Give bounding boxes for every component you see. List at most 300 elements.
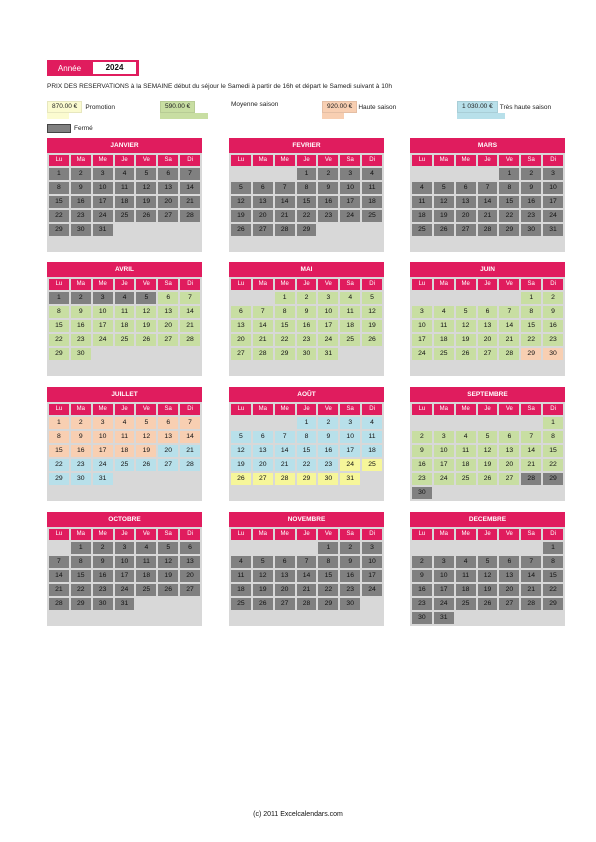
day-cell[interactable]: 9 <box>521 182 541 194</box>
day-cell[interactable]: 14 <box>297 570 317 582</box>
day-cell[interactable]: 1 <box>49 168 69 180</box>
day-cell[interactable]: 25 <box>362 459 382 471</box>
day-cell[interactable]: 8 <box>49 306 69 318</box>
day-cell[interactable]: 4 <box>456 431 476 443</box>
day-cell[interactable]: 9 <box>71 431 91 443</box>
day-cell[interactable]: 10 <box>340 431 360 443</box>
day-cell[interactable]: 24 <box>93 334 113 346</box>
day-cell[interactable]: 25 <box>412 224 432 236</box>
day-cell[interactable]: 15 <box>297 196 317 208</box>
day-cell[interactable]: 16 <box>71 320 91 332</box>
day-cell[interactable]: 5 <box>136 292 156 304</box>
day-cell[interactable]: 30 <box>521 224 541 236</box>
day-cell[interactable]: 25 <box>115 459 135 471</box>
day-cell[interactable]: 3 <box>434 556 454 568</box>
day-cell[interactable]: 28 <box>180 334 200 346</box>
day-cell[interactable]: 22 <box>499 210 519 222</box>
day-cell[interactable]: 2 <box>412 431 432 443</box>
day-cell[interactable]: 11 <box>362 431 382 443</box>
day-cell[interactable]: 7 <box>253 306 273 318</box>
day-cell[interactable]: 15 <box>49 320 69 332</box>
day-cell[interactable]: 6 <box>253 431 273 443</box>
day-cell[interactable]: 23 <box>543 334 563 346</box>
day-cell[interactable]: 20 <box>499 459 519 471</box>
day-cell[interactable]: 4 <box>115 417 135 429</box>
day-cell[interactable]: 17 <box>93 445 113 457</box>
day-cell[interactable]: 24 <box>434 473 454 485</box>
day-cell[interactable]: 9 <box>93 556 113 568</box>
day-cell[interactable]: 28 <box>297 598 317 610</box>
day-cell[interactable]: 10 <box>93 306 113 318</box>
day-cell[interactable]: 30 <box>297 348 317 360</box>
day-cell[interactable]: 22 <box>49 210 69 222</box>
day-cell[interactable]: 19 <box>136 445 156 457</box>
day-cell[interactable]: 17 <box>115 570 135 582</box>
day-cell[interactable]: 29 <box>499 224 519 236</box>
day-cell[interactable]: 14 <box>521 570 541 582</box>
day-cell[interactable]: 9 <box>318 182 338 194</box>
day-cell[interactable]: 12 <box>231 196 251 208</box>
day-cell[interactable]: 14 <box>499 320 519 332</box>
day-cell[interactable]: 20 <box>158 320 178 332</box>
day-cell[interactable]: 10 <box>362 556 382 568</box>
day-cell[interactable]: 12 <box>136 306 156 318</box>
day-cell[interactable]: 2 <box>297 292 317 304</box>
day-cell[interactable]: 8 <box>318 556 338 568</box>
day-cell[interactable]: 9 <box>318 431 338 443</box>
day-cell[interactable]: 3 <box>543 168 563 180</box>
day-cell[interactable]: 23 <box>521 210 541 222</box>
day-cell[interactable]: 15 <box>318 570 338 582</box>
day-cell[interactable]: 26 <box>253 598 273 610</box>
day-cell[interactable]: 3 <box>434 431 454 443</box>
day-cell[interactable]: 24 <box>543 210 563 222</box>
day-cell[interactable]: 29 <box>49 473 69 485</box>
day-cell[interactable]: 13 <box>158 306 178 318</box>
day-cell[interactable]: 30 <box>71 473 91 485</box>
day-cell[interactable]: 18 <box>231 584 251 596</box>
day-cell[interactable]: 15 <box>275 320 295 332</box>
day-cell[interactable]: 10 <box>93 431 113 443</box>
day-cell[interactable]: 18 <box>362 445 382 457</box>
day-cell[interactable]: 9 <box>543 306 563 318</box>
day-cell[interactable]: 10 <box>115 556 135 568</box>
day-cell[interactable]: 17 <box>412 334 432 346</box>
day-cell[interactable]: 29 <box>49 224 69 236</box>
day-cell[interactable]: 23 <box>318 459 338 471</box>
day-cell[interactable]: 4 <box>231 556 251 568</box>
day-cell[interactable]: 29 <box>297 473 317 485</box>
day-cell[interactable]: 2 <box>318 168 338 180</box>
day-cell[interactable]: 26 <box>478 473 498 485</box>
day-cell[interactable]: 16 <box>318 196 338 208</box>
day-cell[interactable]: 18 <box>456 584 476 596</box>
day-cell[interactable]: 6 <box>456 182 476 194</box>
day-cell[interactable]: 2 <box>93 542 113 554</box>
day-cell[interactable]: 13 <box>478 320 498 332</box>
day-cell[interactable]: 14 <box>180 431 200 443</box>
day-cell[interactable]: 26 <box>231 224 251 236</box>
day-cell[interactable]: 17 <box>93 196 113 208</box>
day-cell[interactable]: 18 <box>115 445 135 457</box>
day-cell[interactable]: 22 <box>49 334 69 346</box>
day-cell[interactable]: 2 <box>318 417 338 429</box>
day-cell[interactable]: 13 <box>275 570 295 582</box>
day-cell[interactable]: 16 <box>71 196 91 208</box>
day-cell[interactable]: 26 <box>136 210 156 222</box>
day-cell[interactable]: 23 <box>71 210 91 222</box>
day-cell[interactable]: 28 <box>253 348 273 360</box>
day-cell[interactable]: 17 <box>434 584 454 596</box>
day-cell[interactable]: 1 <box>521 292 541 304</box>
day-cell[interactable]: 28 <box>521 473 541 485</box>
day-cell[interactable]: 7 <box>478 182 498 194</box>
day-cell[interactable]: 7 <box>275 431 295 443</box>
day-cell[interactable]: 28 <box>180 459 200 471</box>
day-cell[interactable]: 20 <box>180 570 200 582</box>
day-cell[interactable]: 23 <box>297 334 317 346</box>
day-cell[interactable]: 23 <box>340 584 360 596</box>
day-cell[interactable]: 8 <box>297 182 317 194</box>
day-cell[interactable]: 1 <box>543 542 563 554</box>
day-cell[interactable]: 28 <box>275 224 295 236</box>
day-cell[interactable]: 23 <box>412 473 432 485</box>
day-cell[interactable]: 5 <box>231 431 251 443</box>
day-cell[interactable]: 12 <box>478 570 498 582</box>
day-cell[interactable]: 5 <box>253 556 273 568</box>
day-cell[interactable]: 27 <box>275 598 295 610</box>
day-cell[interactable]: 4 <box>136 542 156 554</box>
day-cell[interactable]: 7 <box>521 556 541 568</box>
day-cell[interactable]: 1 <box>49 292 69 304</box>
day-cell[interactable]: 30 <box>318 473 338 485</box>
day-cell[interactable]: 12 <box>253 570 273 582</box>
day-cell[interactable]: 13 <box>180 556 200 568</box>
day-cell[interactable]: 30 <box>543 348 563 360</box>
day-cell[interactable]: 12 <box>478 445 498 457</box>
day-cell[interactable]: 27 <box>231 348 251 360</box>
day-cell[interactable]: 7 <box>180 168 200 180</box>
day-cell[interactable]: 6 <box>180 542 200 554</box>
day-cell[interactable]: 26 <box>136 459 156 471</box>
day-cell[interactable]: 1 <box>297 168 317 180</box>
day-cell[interactable]: 1 <box>49 417 69 429</box>
day-cell[interactable]: 11 <box>231 570 251 582</box>
day-cell[interactable]: 3 <box>93 292 113 304</box>
day-cell[interactable]: 27 <box>499 598 519 610</box>
day-cell[interactable]: 1 <box>275 292 295 304</box>
day-cell[interactable]: 9 <box>71 182 91 194</box>
day-cell[interactable]: 7 <box>297 556 317 568</box>
day-cell[interactable]: 25 <box>115 334 135 346</box>
day-cell[interactable]: 10 <box>340 182 360 194</box>
day-cell[interactable]: 27 <box>253 224 273 236</box>
day-cell[interactable]: 10 <box>318 306 338 318</box>
day-cell[interactable]: 6 <box>499 556 519 568</box>
day-cell[interactable]: 3 <box>340 417 360 429</box>
day-cell[interactable]: 22 <box>543 459 563 471</box>
day-cell[interactable]: 1 <box>71 542 91 554</box>
day-cell[interactable]: 28 <box>521 598 541 610</box>
day-cell[interactable]: 16 <box>412 584 432 596</box>
day-cell[interactable]: 11 <box>115 182 135 194</box>
day-cell[interactable]: 23 <box>71 334 91 346</box>
day-cell[interactable]: 19 <box>478 459 498 471</box>
day-cell[interactable]: 19 <box>434 210 454 222</box>
day-cell[interactable]: 27 <box>158 334 178 346</box>
day-cell[interactable]: 8 <box>297 431 317 443</box>
day-cell[interactable]: 7 <box>521 431 541 443</box>
day-cell[interactable]: 12 <box>456 320 476 332</box>
day-cell[interactable]: 1 <box>543 417 563 429</box>
day-cell[interactable]: 14 <box>253 320 273 332</box>
day-cell[interactable]: 11 <box>456 445 476 457</box>
day-cell[interactable]: 17 <box>340 196 360 208</box>
day-cell[interactable]: 4 <box>412 182 432 194</box>
day-cell[interactable]: 10 <box>412 320 432 332</box>
day-cell[interactable]: 25 <box>434 348 454 360</box>
day-cell[interactable]: 19 <box>136 196 156 208</box>
day-cell[interactable]: 21 <box>275 459 295 471</box>
day-cell[interactable]: 18 <box>115 196 135 208</box>
day-cell[interactable]: 15 <box>499 196 519 208</box>
day-cell[interactable]: 8 <box>499 182 519 194</box>
day-cell[interactable]: 18 <box>412 210 432 222</box>
day-cell[interactable]: 16 <box>412 459 432 471</box>
day-cell[interactable]: 17 <box>340 445 360 457</box>
day-cell[interactable]: 30 <box>340 598 360 610</box>
day-cell[interactable]: 23 <box>93 584 113 596</box>
day-cell[interactable]: 20 <box>499 584 519 596</box>
day-cell[interactable]: 4 <box>434 306 454 318</box>
day-cell[interactable]: 25 <box>136 584 156 596</box>
day-cell[interactable]: 15 <box>297 445 317 457</box>
day-cell[interactable]: 29 <box>543 473 563 485</box>
day-cell[interactable]: 5 <box>158 542 178 554</box>
day-cell[interactable]: 26 <box>478 598 498 610</box>
day-cell[interactable]: 12 <box>136 182 156 194</box>
day-cell[interactable]: 13 <box>253 445 273 457</box>
day-cell[interactable]: 30 <box>93 598 113 610</box>
day-cell[interactable]: 20 <box>456 210 476 222</box>
day-cell[interactable]: 31 <box>93 224 113 236</box>
day-cell[interactable]: 12 <box>434 196 454 208</box>
day-cell[interactable]: 22 <box>297 210 317 222</box>
day-cell[interactable]: 10 <box>93 182 113 194</box>
day-cell[interactable]: 24 <box>340 459 360 471</box>
day-cell[interactable]: 16 <box>93 570 113 582</box>
day-cell[interactable]: 12 <box>158 556 178 568</box>
day-cell[interactable]: 17 <box>93 320 113 332</box>
day-cell[interactable]: 22 <box>275 334 295 346</box>
day-cell[interactable]: 15 <box>543 445 563 457</box>
day-cell[interactable]: 5 <box>231 182 251 194</box>
day-cell[interactable]: 13 <box>499 445 519 457</box>
day-cell[interactable]: 26 <box>231 473 251 485</box>
day-cell[interactable]: 30 <box>71 348 91 360</box>
day-cell[interactable]: 19 <box>478 584 498 596</box>
day-cell[interactable]: 22 <box>297 459 317 471</box>
day-cell[interactable]: 14 <box>275 196 295 208</box>
day-cell[interactable]: 29 <box>521 348 541 360</box>
day-cell[interactable]: 14 <box>275 445 295 457</box>
day-cell[interactable]: 5 <box>434 182 454 194</box>
day-cell[interactable]: 31 <box>318 348 338 360</box>
day-cell[interactable]: 27 <box>478 348 498 360</box>
day-cell[interactable]: 2 <box>71 417 91 429</box>
day-cell[interactable]: 6 <box>499 431 519 443</box>
day-cell[interactable]: 17 <box>318 320 338 332</box>
day-cell[interactable]: 11 <box>456 570 476 582</box>
day-cell[interactable]: 21 <box>499 334 519 346</box>
day-cell[interactable]: 31 <box>93 473 113 485</box>
day-cell[interactable]: 5 <box>362 292 382 304</box>
day-cell[interactable]: 3 <box>362 542 382 554</box>
day-cell[interactable]: 3 <box>93 417 113 429</box>
day-cell[interactable]: 7 <box>499 306 519 318</box>
day-cell[interactable]: 19 <box>158 570 178 582</box>
day-cell[interactable]: 4 <box>340 292 360 304</box>
day-cell[interactable]: 19 <box>456 334 476 346</box>
day-cell[interactable]: 22 <box>71 584 91 596</box>
day-cell[interactable]: 8 <box>49 431 69 443</box>
day-cell[interactable]: 2 <box>71 292 91 304</box>
day-cell[interactable]: 18 <box>340 320 360 332</box>
day-cell[interactable]: 18 <box>115 320 135 332</box>
day-cell[interactable]: 13 <box>253 196 273 208</box>
day-cell[interactable]: 15 <box>543 570 563 582</box>
day-cell[interactable]: 7 <box>180 417 200 429</box>
day-cell[interactable]: 17 <box>543 196 563 208</box>
day-cell[interactable]: 29 <box>297 224 317 236</box>
day-cell[interactable]: 24 <box>115 584 135 596</box>
day-cell[interactable]: 2 <box>71 168 91 180</box>
day-cell[interactable]: 27 <box>253 473 273 485</box>
day-cell[interactable]: 11 <box>115 431 135 443</box>
day-cell[interactable]: 20 <box>478 334 498 346</box>
day-cell[interactable]: 11 <box>115 306 135 318</box>
day-cell[interactable]: 8 <box>71 556 91 568</box>
day-cell[interactable]: 28 <box>478 224 498 236</box>
day-cell[interactable]: 20 <box>158 196 178 208</box>
day-cell[interactable]: 5 <box>478 431 498 443</box>
day-cell[interactable]: 25 <box>456 598 476 610</box>
day-cell[interactable]: 6 <box>231 306 251 318</box>
day-cell[interactable]: 12 <box>231 445 251 457</box>
day-cell[interactable]: 25 <box>362 210 382 222</box>
day-cell[interactable]: 18 <box>136 570 156 582</box>
day-cell[interactable]: 31 <box>543 224 563 236</box>
day-cell[interactable]: 21 <box>180 320 200 332</box>
day-cell[interactable]: 28 <box>499 348 519 360</box>
day-cell[interactable]: 24 <box>434 598 454 610</box>
day-cell[interactable]: 4 <box>456 556 476 568</box>
day-cell[interactable]: 16 <box>297 320 317 332</box>
day-cell[interactable]: 21 <box>180 196 200 208</box>
day-cell[interactable]: 18 <box>434 334 454 346</box>
day-cell[interactable]: 21 <box>297 584 317 596</box>
day-cell[interactable]: 18 <box>456 459 476 471</box>
day-cell[interactable]: 9 <box>297 306 317 318</box>
day-cell[interactable]: 11 <box>136 556 156 568</box>
day-cell[interactable]: 27 <box>456 224 476 236</box>
day-cell[interactable]: 21 <box>49 584 69 596</box>
day-cell[interactable]: 9 <box>412 445 432 457</box>
day-cell[interactable]: 8 <box>275 306 295 318</box>
day-cell[interactable]: 31 <box>115 598 135 610</box>
day-cell[interactable]: 21 <box>253 334 273 346</box>
day-cell[interactable]: 22 <box>543 584 563 596</box>
day-cell[interactable]: 14 <box>521 445 541 457</box>
day-cell[interactable]: 11 <box>340 306 360 318</box>
day-cell[interactable]: 14 <box>49 570 69 582</box>
day-cell[interactable]: 24 <box>93 210 113 222</box>
day-cell[interactable]: 23 <box>412 598 432 610</box>
day-cell[interactable]: 9 <box>71 306 91 318</box>
day-cell[interactable]: 1 <box>499 168 519 180</box>
day-cell[interactable]: 5 <box>136 168 156 180</box>
day-cell[interactable]: 20 <box>158 445 178 457</box>
day-cell[interactable]: 12 <box>136 431 156 443</box>
day-cell[interactable]: 16 <box>521 196 541 208</box>
day-cell[interactable]: 13 <box>158 182 178 194</box>
day-cell[interactable]: 2 <box>521 168 541 180</box>
day-cell[interactable]: 6 <box>275 556 295 568</box>
day-cell[interactable]: 10 <box>434 570 454 582</box>
day-cell[interactable]: 26 <box>136 334 156 346</box>
day-cell[interactable]: 21 <box>478 210 498 222</box>
day-cell[interactable]: 15 <box>49 445 69 457</box>
day-cell[interactable]: 21 <box>521 459 541 471</box>
day-cell[interactable]: 9 <box>412 570 432 582</box>
day-cell[interactable]: 6 <box>253 182 273 194</box>
day-cell[interactable]: 25 <box>456 473 476 485</box>
day-cell[interactable]: 3 <box>318 292 338 304</box>
day-cell[interactable]: 19 <box>231 210 251 222</box>
day-cell[interactable]: 24 <box>340 210 360 222</box>
day-cell[interactable]: 10 <box>434 445 454 457</box>
day-cell[interactable]: 27 <box>158 210 178 222</box>
day-cell[interactable]: 6 <box>158 168 178 180</box>
day-cell[interactable]: 29 <box>49 348 69 360</box>
day-cell[interactable]: 24 <box>318 334 338 346</box>
day-cell[interactable]: 6 <box>478 306 498 318</box>
day-cell[interactable]: 30 <box>71 224 91 236</box>
day-cell[interactable]: 22 <box>318 584 338 596</box>
day-cell[interactable]: 7 <box>275 182 295 194</box>
day-cell[interactable]: 20 <box>253 459 273 471</box>
day-cell[interactable]: 15 <box>49 196 69 208</box>
day-cell[interactable]: 4 <box>362 168 382 180</box>
day-cell[interactable]: 15 <box>521 320 541 332</box>
day-cell[interactable]: 26 <box>456 348 476 360</box>
day-cell[interactable]: 28 <box>180 210 200 222</box>
day-cell[interactable]: 24 <box>412 348 432 360</box>
day-cell[interactable]: 1 <box>318 542 338 554</box>
day-cell[interactable]: 13 <box>456 196 476 208</box>
day-cell[interactable]: 24 <box>93 459 113 471</box>
day-cell[interactable]: 8 <box>543 556 563 568</box>
day-cell[interactable]: 30 <box>412 487 432 499</box>
day-cell[interactable]: 7 <box>180 292 200 304</box>
day-cell[interactable]: 16 <box>318 445 338 457</box>
day-cell[interactable]: 29 <box>71 598 91 610</box>
day-cell[interactable]: 8 <box>49 182 69 194</box>
day-cell[interactable]: 31 <box>340 473 360 485</box>
day-cell[interactable]: 16 <box>340 570 360 582</box>
day-cell[interactable]: 25 <box>340 334 360 346</box>
day-cell[interactable]: 11 <box>412 196 432 208</box>
